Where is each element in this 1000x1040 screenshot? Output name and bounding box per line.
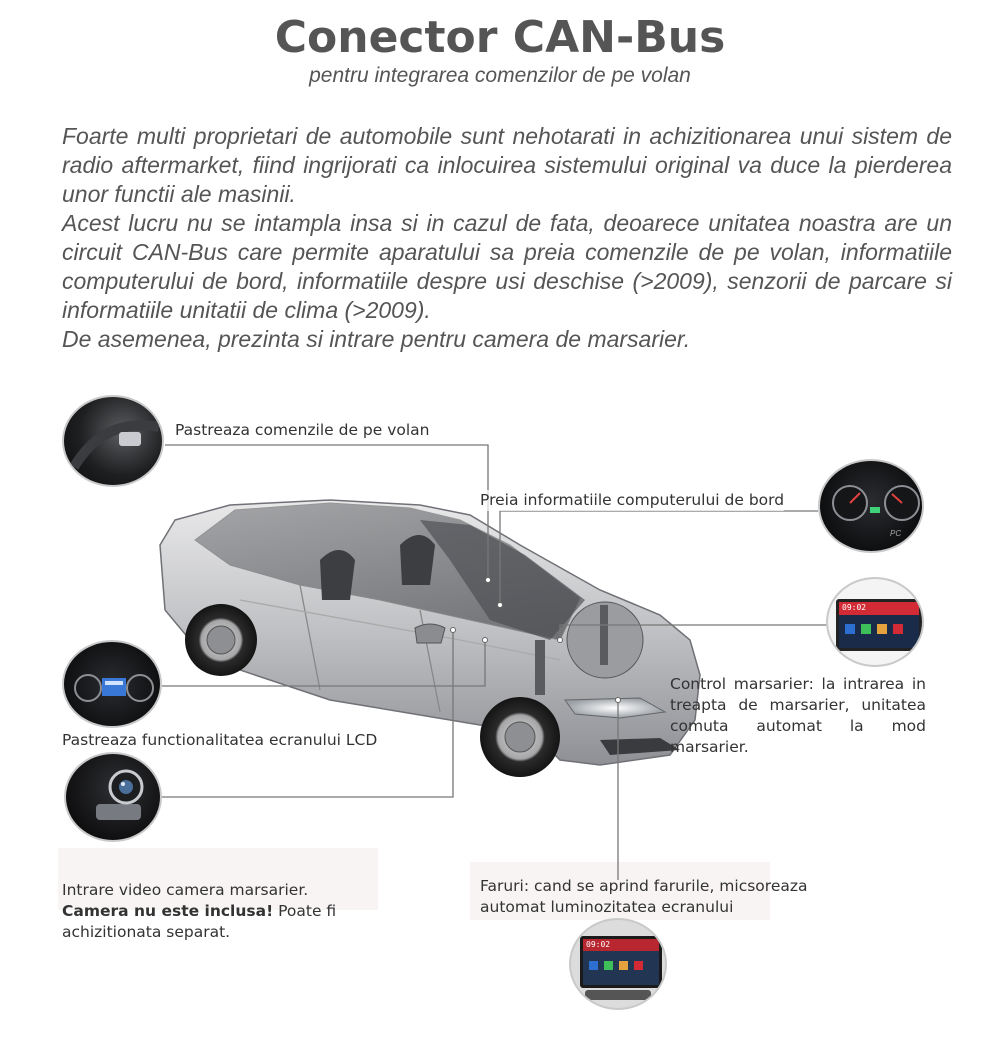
console-buttons (585, 990, 651, 1000)
camera-icon (66, 754, 162, 842)
app-tile (634, 961, 643, 970)
dimmed-screen (580, 936, 662, 988)
rear-camera-thumbnail (64, 752, 162, 842)
head-unit-clock: 09:02 (842, 603, 867, 612)
dash-logo-text: PC (890, 529, 902, 538)
camera-input-text: Intrare video camera marsarier. (62, 881, 309, 899)
head-unit-screen (836, 599, 922, 651)
dimmed-screen-clock: 09:02 (586, 940, 611, 949)
camera-purchase-text: Poate fi achizitionata separat. (62, 902, 337, 941)
lcd-cluster-thumbnail (62, 640, 162, 728)
app-tile (604, 961, 613, 970)
lcd-function-label: Pastreaza functionalitatea ecranului LCD (62, 731, 378, 749)
dashboard-gauges-thumbnail (818, 459, 924, 553)
reverse-control-label: Control marsarier: la intrarea in treapta de marsarier, unitatea comuta automat la mod marsarier. (670, 675, 926, 756)
headlights-screen-thumbnail (569, 918, 667, 1010)
intro-paragraph-3: De asemenea, prezinta si intrare pentru camera de marsarier. (62, 326, 691, 352)
app-tile (861, 624, 871, 634)
steering-controls-label: Pastreaza comenzile de pe volan (175, 421, 430, 439)
head-unit-thumbnail (826, 577, 924, 667)
headlights-label: Faruri: cand se aprind farurile, micsoreaza automat luminozitatea ecranului (480, 877, 808, 916)
camera-input-label (62, 880, 362, 943)
steering-wheel-thumbnail (62, 395, 164, 487)
app-tile (893, 624, 903, 634)
lcd-cluster-icon (64, 642, 162, 728)
page-title: Conector CAN-Bus (274, 12, 726, 63)
intro-paragraph-1: Foarte multi proprietari de automobile sunt nehotarati in achizitionarea unui sistem de radio aftermarket, fiind ingrijorati ca inlocuirea sistemului original va duce la pierderea unor functii ale masinii. (62, 123, 952, 207)
camera-not-included-text: Camera nu este inclusa! (62, 902, 274, 920)
board-computer-label: Preia informatiile computerului de bord (480, 491, 785, 509)
app-tile (845, 624, 855, 634)
app-tile (619, 961, 628, 970)
app-tile (877, 624, 887, 634)
intro-paragraph-2: Acest lucru nu se intampla insa si in cazul de fata, deoarece unitatea noastra are un circuit CAN-Bus care permite aparatului sa preia comenzile de pe volan, informatiile computerului de bord, informatiile despre usi deschise (>2009), senzorii de parcare si informatiile unitatii de clima (>2009). (62, 210, 952, 323)
app-tile (589, 961, 598, 970)
page-subtitle: pentru integrarea comenzilor de pe volan (309, 64, 691, 87)
gauges-icon (820, 461, 924, 553)
steering-wheel-icon (64, 397, 164, 487)
